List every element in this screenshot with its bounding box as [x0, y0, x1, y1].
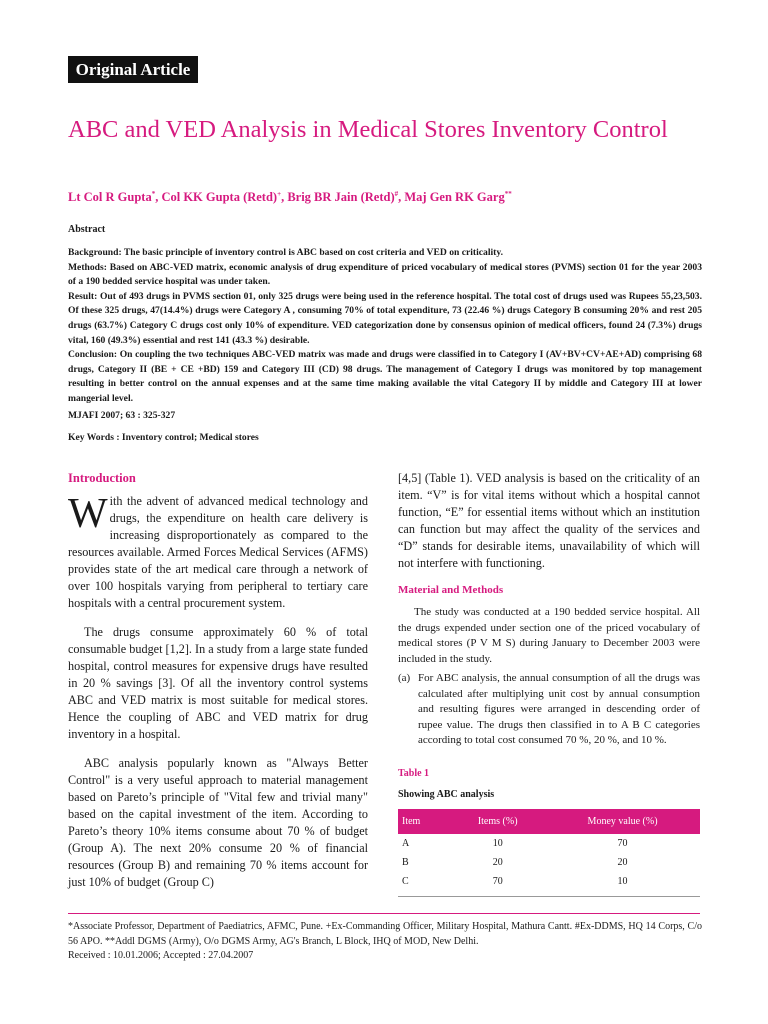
intro-paragraph-1	[68, 493, 368, 612]
table-row	[398, 853, 700, 872]
list-label: (a)	[398, 672, 411, 684]
table-cell: 20	[617, 856, 628, 868]
methods-paragraph-1: The study was conducted at a 190 bedded service hospital. All the drugs expended under section one of the priced vocabulary of medical stores (P V M S) during January to December 2003 were included in the study.	[398, 606, 700, 665]
table-cell: 70	[617, 837, 628, 849]
author-name: Lt Col R Gupta	[68, 190, 152, 205]
affiliation-footnote: *Associate Professor, Department of Paediatrics, AFMC, Pune. +Ex-Commanding Officer, Military Hospital, Mathura Cantt. #Ex-DDMS, HQ 14 Corps, C/o 56 APO. **Addl DGMS (Army), O/o DGMS Army, AG's Branch, L Block, IHQ of MOD, New Delhi.	[68, 921, 702, 947]
table-cell: B	[402, 856, 409, 868]
table-row	[398, 872, 700, 897]
abstract-conclusion: Conclusion: On coupling the two techniques ABC-VED matrix was made and drugs were classified in to Category I (AV+BV+CV+AE+AD) comprising 68 drugs, Category II (BE + CE +BD) 159 and Category III (CD) 98 drugs. The management of Category I drugs was monitored by top management resulting in better control on the annual expenses and at the same time making available the vital Category II by middle and Category III at lower mangerial level.	[68, 349, 702, 404]
introduction-heading: Introduction	[68, 471, 136, 485]
left-column	[68, 470, 368, 891]
affiliation-mark: *	[151, 190, 156, 198]
author-name: Brig BR Jain (Retd)	[287, 190, 395, 205]
list-text: For ABC analysis, the annual consumption of all the drugs was calculated after multiplying unit cost by annual consumption and resulting figures were arranged in descending order of rupee value. The drugs then classified in to A B C categories according to total cost consumed 70 %, 20 %, and 10 %.	[418, 672, 700, 746]
table-header-cell: Items (%)	[477, 815, 518, 827]
table-header-cell: Money value (%)	[587, 815, 658, 827]
abstract-background: Background: The basic principle of inventory control is ABC based on cost criteria and VED on criticality.	[68, 247, 504, 258]
table-header-row	[398, 809, 700, 834]
table-caption: Showing ABC analysis	[398, 788, 495, 800]
journal-citation: MJAFI 2007; 63 : 325-327	[68, 410, 176, 421]
abc-analysis-table	[398, 809, 700, 897]
table-header-cell: Item	[402, 815, 421, 827]
right-column	[398, 470, 700, 897]
affiliation-mark: **	[504, 190, 512, 198]
methods-heading: Material and Methods	[398, 584, 504, 596]
affiliation-mark: +	[277, 190, 282, 198]
abstract-body	[68, 246, 702, 407]
author-name: Col KK Gupta (Retd)	[161, 190, 278, 205]
intro-paragraph-3: ABC analysis popularly known as "Always Better Control" is a very useful approach to material management based on Pareto’s principle of "Vital few and trivial many" based on the capital investment of the item. According to Pareto’s theory 10% items consume about 70 % of budget (Group A). The next 20% consume 20 % of financial resources (Group B) and remaining 70 % items account for just 10% of budget (Group C)	[68, 756, 368, 889]
table-cell: C	[398, 872, 450, 897]
author-name: Maj Gen RK Garg	[404, 190, 505, 205]
keywords: Key Words : Inventory control; Medical stores	[68, 432, 259, 443]
methods-list-item-a	[398, 671, 700, 749]
table-cell: A	[402, 837, 410, 849]
abstract-result: Result: Out of 493 drugs in PVMS section 01, only 325 drugs were being used in the reference hospital. The total cost of drugs used was Rupees 55,23,503. Of these 325 drugs, 47(14.4%) drugs were Category A , consuming 70% of total expenditure, 73 (22.46 %) drugs Category B consuming 20% and rest 205 drugs (63.7%) Category C drugs cost only 10% of expenditure. VED categorization done by consensus opinion of medical officers, found 24 (7.3%) drugs vital, 160 (49.3%) essential and rest 141 (43.3 %) desirable.	[68, 290, 702, 346]
received-accepted-dates: Received : 10.01.2006; Accepted : 27.04.2007	[68, 950, 254, 961]
table-cell: 20	[492, 856, 503, 868]
table-row	[398, 834, 700, 853]
abstract-heading: Abstract	[68, 224, 106, 235]
intro-paragraph-4: [4,5] (Table 1). VED analysis is based on the criticality of an item. “V” is for vital items without which a hospital cannot function, “E” for essential items without which an institution can function but may affect the quality of the services and “D” stands for desirable items, unavailability of which will not interfere with functioning.	[398, 471, 700, 570]
footnote-divider	[68, 913, 700, 914]
article-type-badge: Original Article	[68, 56, 198, 83]
intro-paragraph-1-text: ith the advent of advanced medical technology and drugs, the expenditure on health care delivery is increasing disproportionately as compared to the resources available. Armed Forces Medical Services (AFMS) provides state of the art medical care through a network of over 100 hospitals varying from peripheral to tertiary care hospitals with a central procurement system.	[68, 494, 368, 610]
table-cell: 10	[492, 837, 503, 849]
table-label: Table 1	[398, 767, 430, 779]
article-title: ABC and VED Analysis in Medical Stores Inventory Control	[68, 116, 668, 143]
abstract-methods: Methods: Based on ABC-VED matrix, economic analysis of drug expenditure of priced vocabulary of medical stores (PVMS) section 01 for the year 2003 of a 190 bedded service hospital was under taken.	[68, 261, 702, 288]
table-cell: 70	[450, 872, 545, 897]
drop-cap: W	[68, 491, 108, 537]
intro-paragraph-2: The drugs consume approximately 60 % of total consumable budget [1,2]. In a study from a large state funded hospital, control measures for expensive drugs have resulted in 20 % savings [3]. Of all the inventory control systems ABC and VED matrix is most suitable for medical stores. Hence the coupling of ABC and VED matrix for drug inventory in a hospital.	[68, 625, 368, 741]
affiliation-mark: #	[394, 190, 399, 198]
table-cell: 10	[545, 872, 700, 897]
author-list: Lt Col R Gupta*, Col KK Gupta (Retd)+, Brig BR Jain (Retd)#, Maj Gen RK Garg**	[68, 190, 512, 205]
